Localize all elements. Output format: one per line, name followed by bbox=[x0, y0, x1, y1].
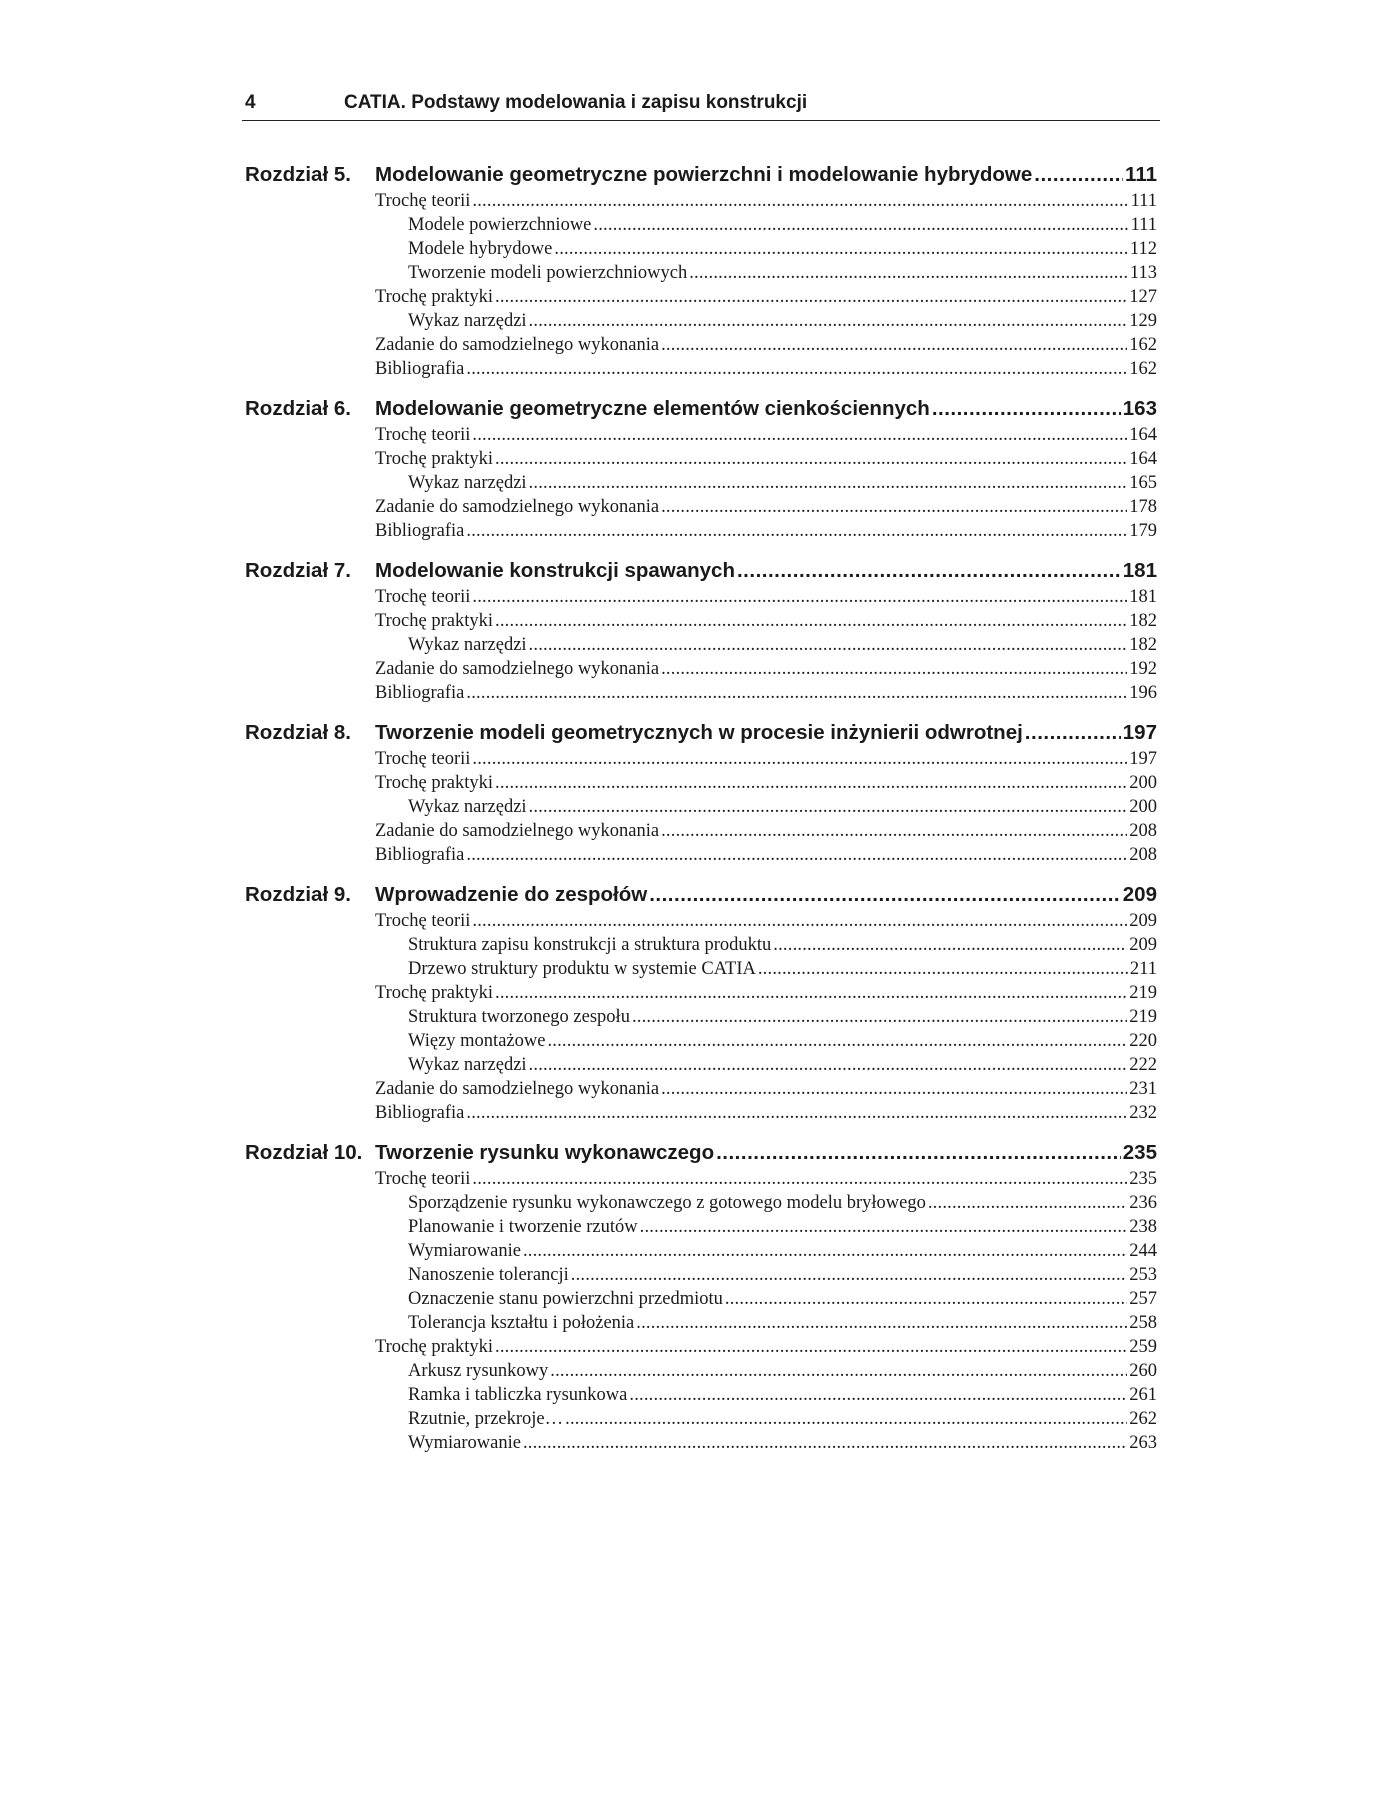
dot-leader bbox=[472, 191, 1128, 212]
chapter-page-number: 209 bbox=[1122, 883, 1157, 906]
table-of-contents bbox=[245, 163, 1157, 1471]
dot-leader bbox=[636, 1313, 1127, 1334]
toc-subsection-entry bbox=[245, 797, 1157, 821]
entry-title: Zadanie do samodzielnego wykonania bbox=[375, 659, 660, 679]
running-header bbox=[242, 92, 1160, 121]
entry-page-number: 238 bbox=[1129, 1217, 1157, 1237]
toc-section-entry bbox=[245, 287, 1157, 311]
dot-leader bbox=[554, 239, 1128, 260]
toc-subsection-entry bbox=[245, 263, 1157, 287]
entry-page-number: 162 bbox=[1129, 359, 1157, 379]
entry-page-number: 208 bbox=[1129, 821, 1157, 841]
dot-leader bbox=[472, 1169, 1127, 1190]
toc-section-entry bbox=[245, 425, 1157, 449]
entry-page-number: 192 bbox=[1129, 659, 1157, 679]
entry-page-number: 253 bbox=[1129, 1265, 1157, 1285]
entry-title: Oznaczenie stanu powierzchni przedmiotu bbox=[408, 1289, 723, 1309]
entry-title: Wykaz narzędzi bbox=[408, 1055, 527, 1075]
entry-title: Zadanie do samodzielnego wykonania bbox=[375, 335, 660, 355]
dot-leader bbox=[571, 1265, 1127, 1286]
entry-page-number: 112 bbox=[1129, 239, 1157, 259]
dot-leader bbox=[661, 497, 1127, 518]
toc-section-entry bbox=[245, 983, 1157, 1007]
entry-title: Struktura zapisu konstrukcji a struktura produktu bbox=[408, 935, 772, 955]
entry-page-number: 197 bbox=[1129, 749, 1157, 769]
dot-leader bbox=[1025, 721, 1121, 745]
entry-page-number: 181 bbox=[1129, 587, 1157, 607]
toc-section-entry bbox=[245, 773, 1157, 797]
dot-leader bbox=[529, 473, 1128, 494]
entry-title: Struktura tworzonego zespołu bbox=[408, 1007, 630, 1027]
entry-title: Bibliografia bbox=[375, 1103, 465, 1123]
entry-page-number: 129 bbox=[1129, 311, 1157, 331]
chapter-title: Tworzenie rysunku wykonawczego bbox=[375, 1141, 715, 1164]
toc-chapter bbox=[245, 559, 1157, 707]
entry-page-number: 111 bbox=[1130, 191, 1157, 211]
entry-title: Tworzenie modeli powierzchniowych bbox=[408, 263, 688, 283]
entry-title: Sporządzenie rysunku wykonawczego z gotowego modelu bryłowego bbox=[408, 1193, 926, 1213]
toc-subsection-entry bbox=[245, 1265, 1157, 1289]
entry-title: Trochę teorii bbox=[375, 425, 471, 445]
toc-subsection-entry bbox=[245, 1193, 1157, 1217]
entry-page-number: 220 bbox=[1129, 1031, 1157, 1051]
entry-page-number: 263 bbox=[1129, 1433, 1157, 1453]
chapter-label: Rozdział 5. bbox=[245, 163, 351, 186]
dot-leader bbox=[928, 1193, 1127, 1214]
entry-page-number: 200 bbox=[1129, 773, 1157, 793]
dot-leader bbox=[565, 1409, 1127, 1430]
chapter-page-number: 235 bbox=[1122, 1141, 1157, 1164]
entry-title: Wykaz narzędzi bbox=[408, 635, 527, 655]
entry-title: Trochę teorii bbox=[375, 911, 471, 931]
dot-leader bbox=[472, 425, 1127, 446]
toc-section-entry bbox=[245, 191, 1157, 215]
entry-page-number: 164 bbox=[1129, 449, 1157, 469]
dot-leader bbox=[547, 1031, 1127, 1052]
entry-page-number: 244 bbox=[1129, 1241, 1157, 1261]
chapter-label: Rozdział 7. bbox=[245, 559, 351, 582]
entry-title: Modele powierzchniowe bbox=[408, 215, 592, 235]
dot-leader bbox=[550, 1361, 1127, 1382]
entry-title: Drzewo struktury produktu w systemie CATIA bbox=[408, 959, 756, 979]
toc-subsection-entry bbox=[245, 959, 1157, 983]
dot-leader bbox=[495, 1337, 1127, 1358]
entry-title: Trochę praktyki bbox=[375, 611, 494, 631]
entry-page-number: 232 bbox=[1129, 1103, 1157, 1123]
entry-title: Trochę praktyki bbox=[375, 287, 494, 307]
chapter-heading bbox=[245, 883, 1157, 911]
dot-leader bbox=[649, 883, 1121, 907]
entry-title: Więzy montażowe bbox=[408, 1031, 546, 1051]
chapter-title: Modelowanie konstrukcji spawanych bbox=[375, 559, 735, 582]
chapter-heading bbox=[245, 163, 1157, 191]
chapter-title: Modelowanie geometryczne elementów cienkościennych bbox=[375, 397, 930, 420]
toc-section-entry bbox=[245, 335, 1157, 359]
book-title: CATIA. Podstawy modelowania i zapisu konstrukcji bbox=[344, 92, 808, 113]
toc-subsection-entry bbox=[245, 1217, 1157, 1241]
entry-page-number: 208 bbox=[1129, 845, 1157, 865]
toc-subsection-entry bbox=[245, 1385, 1157, 1409]
dot-leader bbox=[689, 263, 1128, 284]
dot-leader bbox=[466, 845, 1127, 866]
entry-page-number: 257 bbox=[1129, 1289, 1157, 1309]
dot-leader bbox=[529, 797, 1128, 818]
dot-leader bbox=[661, 659, 1127, 680]
entry-title: Wykaz narzędzi bbox=[408, 473, 527, 493]
entry-title: Trochę praktyki bbox=[375, 983, 494, 1003]
toc-section-entry bbox=[245, 911, 1157, 935]
dot-leader bbox=[495, 773, 1127, 794]
entry-title: Trochę teorii bbox=[375, 191, 471, 211]
entry-page-number: 211 bbox=[1129, 959, 1157, 979]
chapter-heading bbox=[245, 721, 1157, 749]
entry-page-number: 219 bbox=[1129, 1007, 1157, 1027]
toc-subsection-entry bbox=[245, 1433, 1157, 1457]
toc-section-entry bbox=[245, 821, 1157, 845]
chapter-label: Rozdział 6. bbox=[245, 397, 351, 420]
chapter-label: Rozdział 10. bbox=[245, 1141, 363, 1164]
dot-leader bbox=[661, 335, 1127, 356]
entry-title: Trochę teorii bbox=[375, 749, 471, 769]
toc-section-entry bbox=[245, 611, 1157, 635]
dot-leader bbox=[472, 911, 1127, 932]
toc-subsection-entry bbox=[245, 473, 1157, 497]
entry-title: Planowanie i tworzenie rzutów bbox=[408, 1217, 638, 1237]
chapter-title: Modelowanie geometryczne powierzchni i modelowanie hybrydowe bbox=[375, 163, 1033, 186]
entry-title: Trochę praktyki bbox=[375, 1337, 494, 1357]
entry-page-number: 127 bbox=[1129, 287, 1157, 307]
dot-leader bbox=[472, 587, 1127, 608]
chapter-title: Wprowadzenie do zespołów bbox=[375, 883, 648, 906]
dot-leader bbox=[661, 1079, 1127, 1100]
dot-leader bbox=[529, 1055, 1128, 1076]
toc-section-entry bbox=[245, 659, 1157, 683]
toc-section-entry bbox=[245, 683, 1157, 707]
entry-title: Wymiarowanie bbox=[408, 1433, 521, 1453]
dot-leader bbox=[661, 821, 1127, 842]
entry-page-number: 231 bbox=[1129, 1079, 1157, 1099]
chapter-page-number: 111 bbox=[1125, 163, 1157, 186]
entry-page-number: 260 bbox=[1129, 1361, 1157, 1381]
chapter-label: Rozdział 9. bbox=[245, 883, 351, 906]
dot-leader bbox=[495, 983, 1127, 1004]
entry-page-number: 209 bbox=[1129, 911, 1157, 931]
dot-leader bbox=[737, 559, 1121, 583]
toc-section-entry bbox=[245, 1103, 1157, 1127]
dot-leader bbox=[466, 683, 1127, 704]
dot-leader bbox=[593, 215, 1128, 236]
entry-title: Wykaz narzędzi bbox=[408, 311, 527, 331]
entry-page-number: 236 bbox=[1129, 1193, 1157, 1213]
entry-title: Rzutnie, przekroje… bbox=[408, 1409, 564, 1429]
chapter-label: Rozdział 8. bbox=[245, 721, 351, 744]
toc-subsection-entry bbox=[245, 935, 1157, 959]
entry-title: Trochę teorii bbox=[375, 587, 471, 607]
entry-page-number: 196 bbox=[1129, 683, 1157, 703]
toc-chapter bbox=[245, 397, 1157, 545]
dot-leader bbox=[725, 1289, 1127, 1310]
toc-subsection-entry bbox=[245, 1289, 1157, 1313]
toc-section-entry bbox=[245, 587, 1157, 611]
entry-page-number: 178 bbox=[1129, 497, 1157, 517]
dot-leader bbox=[523, 1433, 1127, 1454]
toc-section-entry bbox=[245, 497, 1157, 521]
dot-leader bbox=[716, 1141, 1121, 1165]
entry-title: Bibliografia bbox=[375, 683, 465, 703]
entry-title: Bibliografia bbox=[375, 845, 465, 865]
entry-title: Modele hybrydowe bbox=[408, 239, 553, 259]
page-number: 4 bbox=[245, 92, 256, 113]
entry-page-number: 182 bbox=[1129, 635, 1157, 655]
toc-chapter bbox=[245, 721, 1157, 869]
entry-page-number: 258 bbox=[1129, 1313, 1157, 1333]
toc-section-entry bbox=[245, 521, 1157, 545]
dot-leader bbox=[773, 935, 1127, 956]
toc-subsection-entry bbox=[245, 1055, 1157, 1079]
dot-leader bbox=[629, 1385, 1127, 1406]
entry-title: Ramka i tabliczka rysunkowa bbox=[408, 1385, 628, 1405]
toc-subsection-entry bbox=[245, 1031, 1157, 1055]
entry-page-number: 209 bbox=[1129, 935, 1157, 955]
dot-leader bbox=[632, 1007, 1127, 1028]
entry-page-number: 164 bbox=[1129, 425, 1157, 445]
toc-subsection-entry bbox=[245, 635, 1157, 659]
toc-subsection-entry bbox=[245, 1409, 1157, 1433]
entry-page-number: 165 bbox=[1129, 473, 1157, 493]
entry-page-number: 235 bbox=[1129, 1169, 1157, 1189]
dot-leader bbox=[466, 521, 1127, 542]
toc-subsection-entry bbox=[245, 1241, 1157, 1265]
dot-leader bbox=[495, 287, 1127, 308]
entry-title: Wymiarowanie bbox=[408, 1241, 521, 1261]
toc-section-entry bbox=[245, 749, 1157, 773]
toc-section-entry bbox=[245, 449, 1157, 473]
toc-section-entry bbox=[245, 1169, 1157, 1193]
dot-leader bbox=[758, 959, 1128, 980]
entry-page-number: 179 bbox=[1129, 521, 1157, 541]
toc-subsection-entry bbox=[245, 239, 1157, 263]
dot-leader bbox=[466, 359, 1127, 380]
chapter-heading bbox=[245, 397, 1157, 425]
entry-title: Tolerancja kształtu i położenia bbox=[408, 1313, 635, 1333]
toc-subsection-entry bbox=[245, 215, 1157, 239]
entry-title: Arkusz rysunkowy bbox=[408, 1361, 549, 1381]
entry-title: Bibliografia bbox=[375, 521, 465, 541]
entry-title: Bibliografia bbox=[375, 359, 465, 379]
toc-subsection-entry bbox=[245, 311, 1157, 335]
entry-page-number: 219 bbox=[1129, 983, 1157, 1003]
toc-subsection-entry bbox=[245, 1313, 1157, 1337]
dot-leader bbox=[1034, 163, 1123, 187]
entry-title: Wykaz narzędzi bbox=[408, 797, 527, 817]
toc-subsection-entry bbox=[245, 1361, 1157, 1385]
entry-title: Zadanie do samodzielnego wykonania bbox=[375, 497, 660, 517]
entry-page-number: 182 bbox=[1129, 611, 1157, 631]
dot-leader bbox=[495, 449, 1127, 470]
entry-title: Zadanie do samodzielnego wykonania bbox=[375, 821, 660, 841]
entry-page-number: 113 bbox=[1129, 263, 1157, 283]
entry-page-number: 162 bbox=[1129, 335, 1157, 355]
toc-section-entry bbox=[245, 1337, 1157, 1361]
chapter-page-number: 197 bbox=[1122, 721, 1157, 744]
toc-chapter bbox=[245, 883, 1157, 1127]
dot-leader bbox=[523, 1241, 1127, 1262]
entry-page-number: 262 bbox=[1129, 1409, 1157, 1429]
toc-section-entry bbox=[245, 845, 1157, 869]
entry-page-number: 222 bbox=[1129, 1055, 1157, 1075]
toc-chapter bbox=[245, 1141, 1157, 1457]
toc-section-entry bbox=[245, 359, 1157, 383]
dot-leader bbox=[932, 397, 1121, 421]
entry-title: Zadanie do samodzielnego wykonania bbox=[375, 1079, 660, 1099]
entry-title: Trochę praktyki bbox=[375, 449, 494, 469]
dot-leader bbox=[529, 311, 1128, 332]
dot-leader bbox=[472, 749, 1127, 770]
entry-title: Trochę praktyki bbox=[375, 773, 494, 793]
toc-subsection-entry bbox=[245, 1007, 1157, 1031]
chapter-page-number: 181 bbox=[1122, 559, 1157, 582]
dot-leader bbox=[640, 1217, 1128, 1238]
entry-page-number: 261 bbox=[1129, 1385, 1157, 1405]
entry-title: Trochę teorii bbox=[375, 1169, 471, 1189]
dot-leader bbox=[495, 611, 1127, 632]
toc-section-entry bbox=[245, 1079, 1157, 1103]
toc-chapter bbox=[245, 163, 1157, 383]
entry-page-number: 259 bbox=[1129, 1337, 1157, 1357]
entry-page-number: 111 bbox=[1130, 215, 1157, 235]
entry-title: Nanoszenie tolerancji bbox=[408, 1265, 569, 1285]
chapter-title: Tworzenie modeli geometrycznych w procesie inżynierii odwrotnej bbox=[375, 721, 1023, 744]
chapter-heading bbox=[245, 1141, 1157, 1169]
chapter-page-number: 163 bbox=[1122, 397, 1157, 420]
entry-page-number: 200 bbox=[1129, 797, 1157, 817]
dot-leader bbox=[466, 1103, 1127, 1124]
dot-leader bbox=[529, 635, 1128, 656]
chapter-heading bbox=[245, 559, 1157, 587]
